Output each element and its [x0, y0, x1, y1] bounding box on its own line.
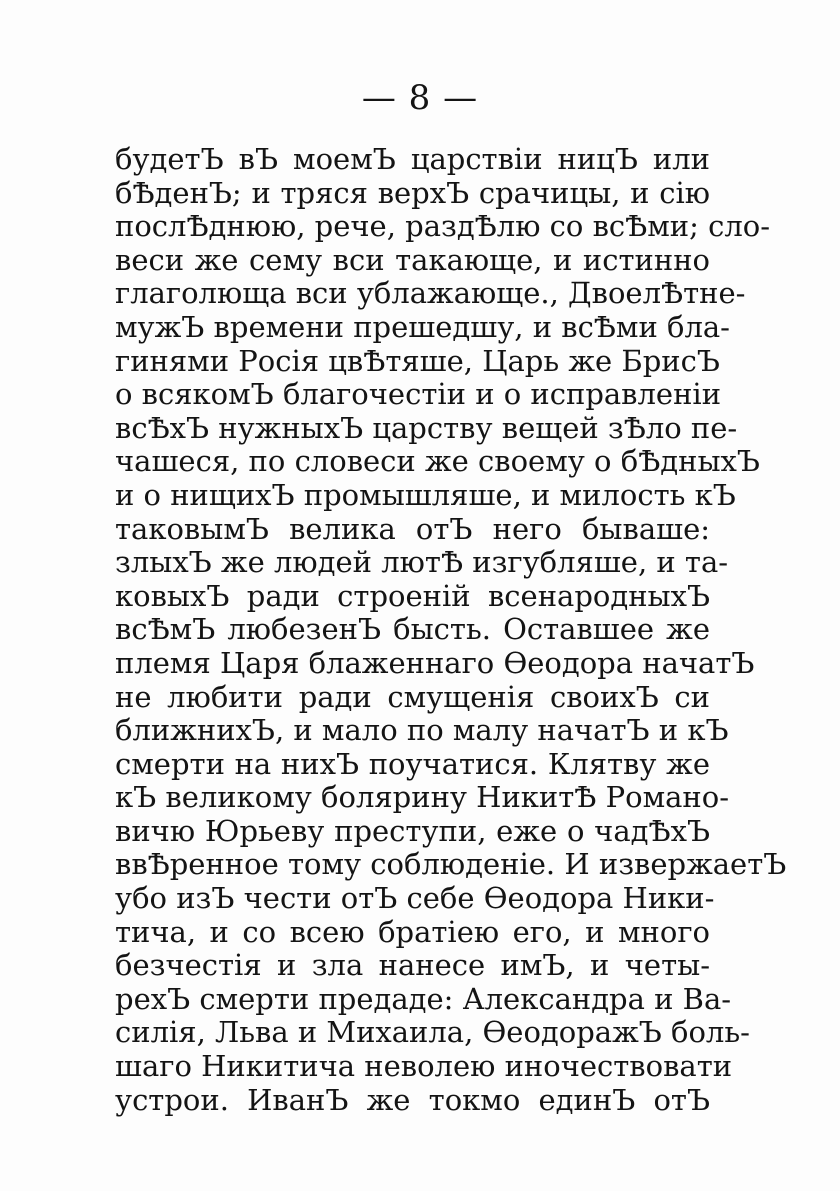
- text-line: всѢмЪ любезенЪ бысть. Оставшее же: [115, 612, 710, 647]
- text-line: злыхЪ же людей лютѢ изгубляше, и та-: [115, 545, 729, 580]
- text-line: смерти на нихЪ поучатися. Клятву же: [115, 746, 710, 781]
- text-line: чашеся, по словеси же своему о бѢдныхЪ: [115, 444, 760, 479]
- text-line: безчестія и зла нанесе имЪ, и четы-: [115, 948, 710, 983]
- text-line: ковыхЪ ради строеній всенародныхЪ: [115, 578, 710, 613]
- text-line: тича, и со всею братіею его, и много: [115, 914, 710, 949]
- text-line: племя Царя блаженнаго Ѳеодора начатЪ: [115, 645, 755, 680]
- text-line: всѢхЪ нужныхЪ царству вещей зѢло пе-: [115, 410, 738, 445]
- text-line: убо изЪ чести отЪ себе Ѳеодора Ники-: [115, 881, 715, 916]
- text-line: мужЪ времени прешедшу, и всѢми бла-: [115, 309, 730, 344]
- text-line: вичю Юрьеву преступи, еже о чадѢхЪ: [115, 813, 710, 848]
- text-line: веси же сему вси такающе, и истинно: [115, 242, 710, 277]
- text-line: бѢденЪ; и тряся верхЪ срачицы, и сію: [115, 175, 710, 210]
- text-line: глаголюща вси ублажающе., ДвоелѢтне-: [115, 276, 746, 311]
- text-line: будетЪ вЪ моемЪ царствіи ницЪ или: [115, 142, 710, 176]
- text-line: и о нищихЪ промышляше, и милость кЪ: [115, 477, 736, 512]
- body-text: [115, 142, 787, 1117]
- text-line: шаго Никитича неволею иночествовати: [115, 1049, 733, 1084]
- text-line: послѢднюю, рече, раздѢлю со всѢми; сло-: [115, 209, 771, 244]
- text-line: не любити ради смущенія своихЪ си: [115, 679, 710, 714]
- text-line: устрои. ИванЪ же токмо единЪ отЪ: [115, 1082, 710, 1117]
- page-number: — 8 —: [361, 78, 479, 118]
- text-line: силія, Льва и Михаила, ѲеодоражЪ боль-: [115, 1015, 750, 1050]
- text-line: ввѢренное тому соблюденіе. И извержаетЪ: [115, 847, 787, 882]
- text-line: гинями Росія цвѢтяше, Царь же БрисЪ: [115, 343, 720, 378]
- text-line: о всякомЪ благочестіи и о исправленіи: [115, 377, 722, 412]
- text-line: кЪ великому болярину НикитѢ Романо-: [115, 780, 730, 815]
- text-line: таковымЪ велика отЪ него бываше:: [115, 511, 710, 546]
- text-line: ближнихЪ, и мало по малу начатЪ и кЪ: [115, 713, 729, 748]
- text-line: рехЪ смерти предаде: Александра и Ва-: [115, 981, 732, 1016]
